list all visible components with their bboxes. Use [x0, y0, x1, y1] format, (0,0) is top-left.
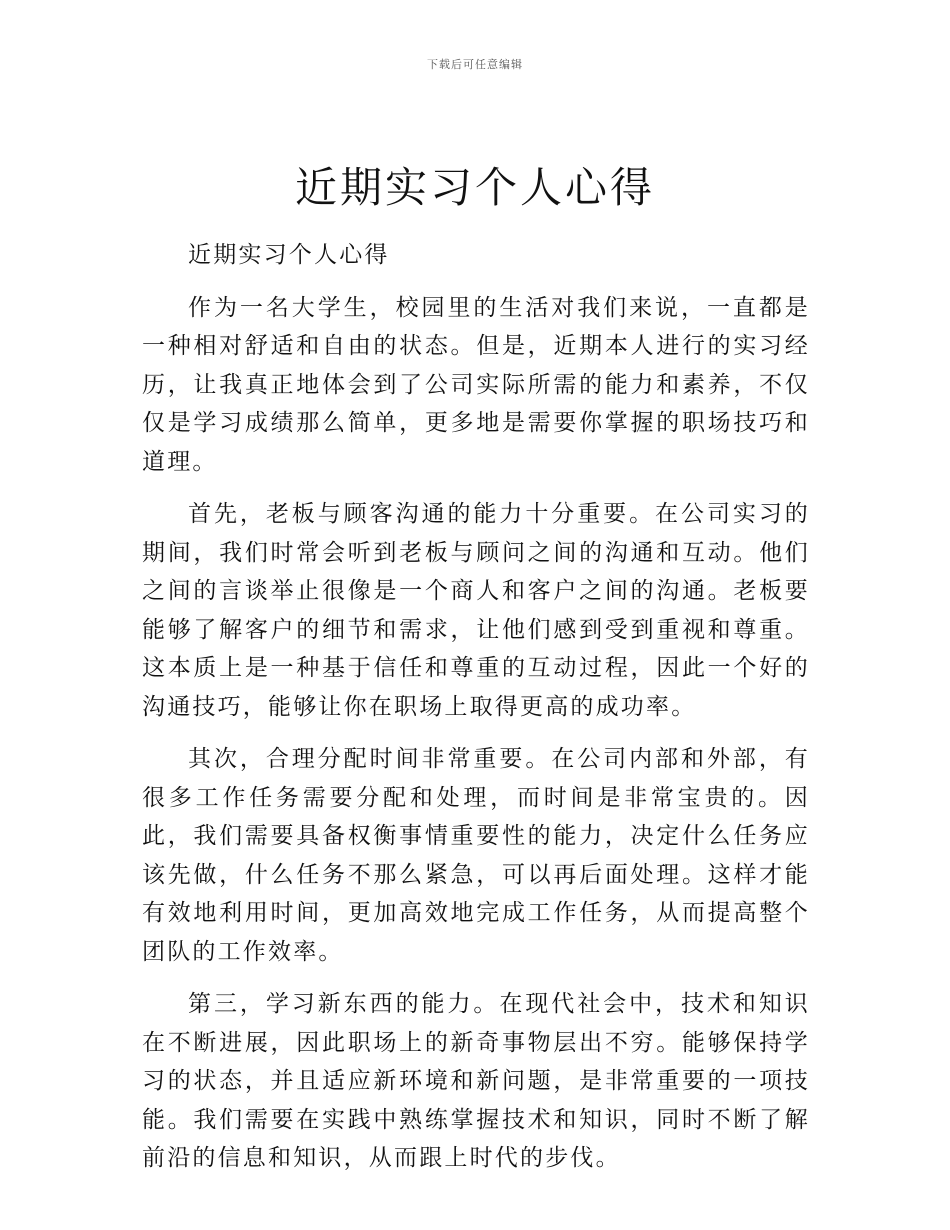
document-title: 近期实习个人心得 — [294, 163, 655, 212]
paragraph-intro: 作为一名大学生，校园里的生活对我们来说，一直都是一种相对舒适和自由的状态。但是，近期本人进行的实习经历，让我真正地体会到了公司实际所需的能力和素养，不仅仅是学习成绩那么简单，更多地是需要你掌握的职场技巧和道理。 — [142, 294, 810, 475]
paragraph-learning: 第三，学习新东西的能力。在现代社会中，技术和知识在不断进展，因此职场上的新奇事物层出不穷。能够保持学习的状态，并且适应新环境和新问题，是非常重要的一项技能。我们需要在实践中熟练掌握技术和知识，同时不断了解前沿的信息和知识，从而跟上时代的步伐。 — [142, 991, 810, 1171]
document-body — [142, 236, 810, 1192]
paragraph-time-management: 其次，合理分配时间非常重要。在公司内部和外部，有很多工作任务需要分配和处理，而时间是非常宝贵的。因此，我们需要具备权衡事情重要性的能力，决定什么任务应该先做，什么任务不那么紧急，可以再后面处理。这样才能有效地利用时间，更加高效地完成工作任务，从而提高整个团队的工作效率。 — [142, 746, 810, 965]
header-note: 下载后可任意编辑 — [427, 58, 523, 71]
document-subtitle: 近期实习个人心得 — [188, 242, 390, 268]
paragraph-communication: 首先，老板与顾客沟通的能力十分重要。在公司实习的期间，我们时常会听到老板与顾问之间的沟通和互动。他们之间的言谈举止很像是一个商人和客户之间的沟通。老板要能够了解客户的细节和需求，让他们感到受到重视和尊重。这本质上是一种基于信任和尊重的互动过程，因此一个好的沟通技巧，能够让你在职场上取得更高的成功率。 — [142, 501, 810, 720]
